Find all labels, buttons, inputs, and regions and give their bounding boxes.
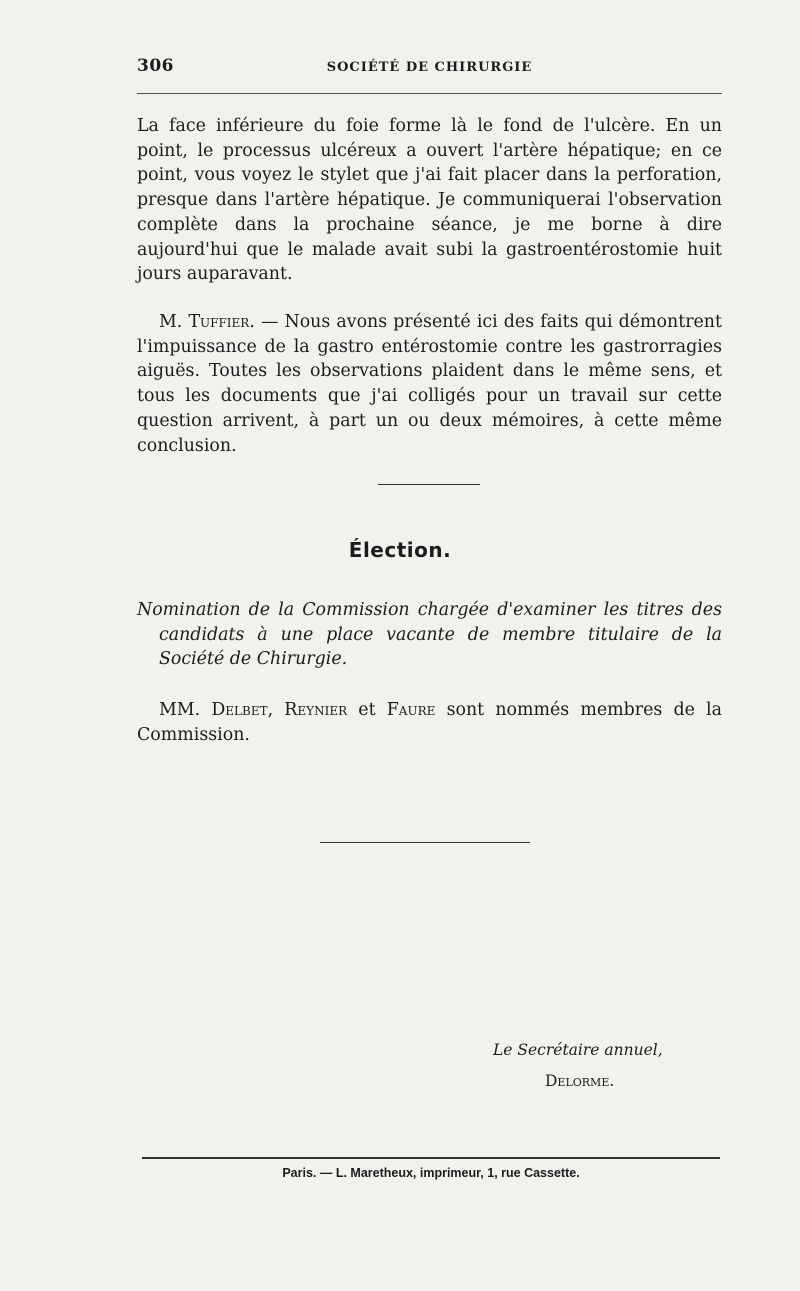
signature-name: Delorme. — [545, 1072, 615, 1090]
printer-footer: Paris. — L. Maretheux, imprimeur, 1, rue Cassette. — [282, 1166, 580, 1180]
appointment-prefix: MM. — [159, 700, 212, 720]
appointment-paragraph — [137, 698, 722, 747]
appointment-suffix: sont nommés membres de la Commission. — [137, 700, 722, 745]
speaker-name: M. Tuffier. — [159, 312, 255, 332]
closing-divider — [320, 842, 530, 843]
page-number: 306 — [137, 56, 174, 76]
speaker-text: — Nous avons présenté ici des faits qui démontrent l'impuissance de la gastro entérostomie contre les gastrorragies aiguës. Toutes les observations plaident dans le même sens, et tous les documents que j'ai colligés pour un travail sur cette question arrivent, à part un ou deux mémoires, à cette même conclusion. — [137, 312, 722, 456]
running-head: SOCIÉTÉ DE CHIRURGIE — [326, 60, 533, 75]
page-header — [137, 56, 722, 82]
member-name: Reynier — [284, 700, 348, 720]
nomination-paragraph — [137, 598, 722, 672]
section-title: Élection. — [348, 538, 452, 562]
section-divider — [378, 484, 480, 485]
header-rule — [137, 93, 722, 94]
appointment-separator: , — [267, 700, 285, 720]
paragraph-tuffier — [137, 310, 722, 458]
member-name: Faure — [386, 700, 436, 720]
paragraph-observation: La face inférieure du foie forme là le fond de l'ulcère. En un point, le processus ulcéreux a ouvert l'artère hépatique; en ce point, vous voyez le stylet que j'ai fait placer dans la perforation, presque dans l'artère hépatique. Je communiquerai l'observation complète dans la prochaine séance, je me borne à dire aujourd'hui que le malade avait subi la gastroentérostomie huit jours auparavant. — [137, 116, 722, 285]
member-name: Delbet — [211, 700, 268, 720]
signature-title: Le Secrétaire annuel, — [493, 1041, 663, 1059]
appointment-separator: et — [347, 700, 387, 720]
footer-rule — [142, 1157, 720, 1159]
nomination-text: Nomination de la Commission chargée d'examiner les titres des candidats à une place vacante de membre titulaire de la Société de Chirurgie. — [137, 600, 722, 670]
